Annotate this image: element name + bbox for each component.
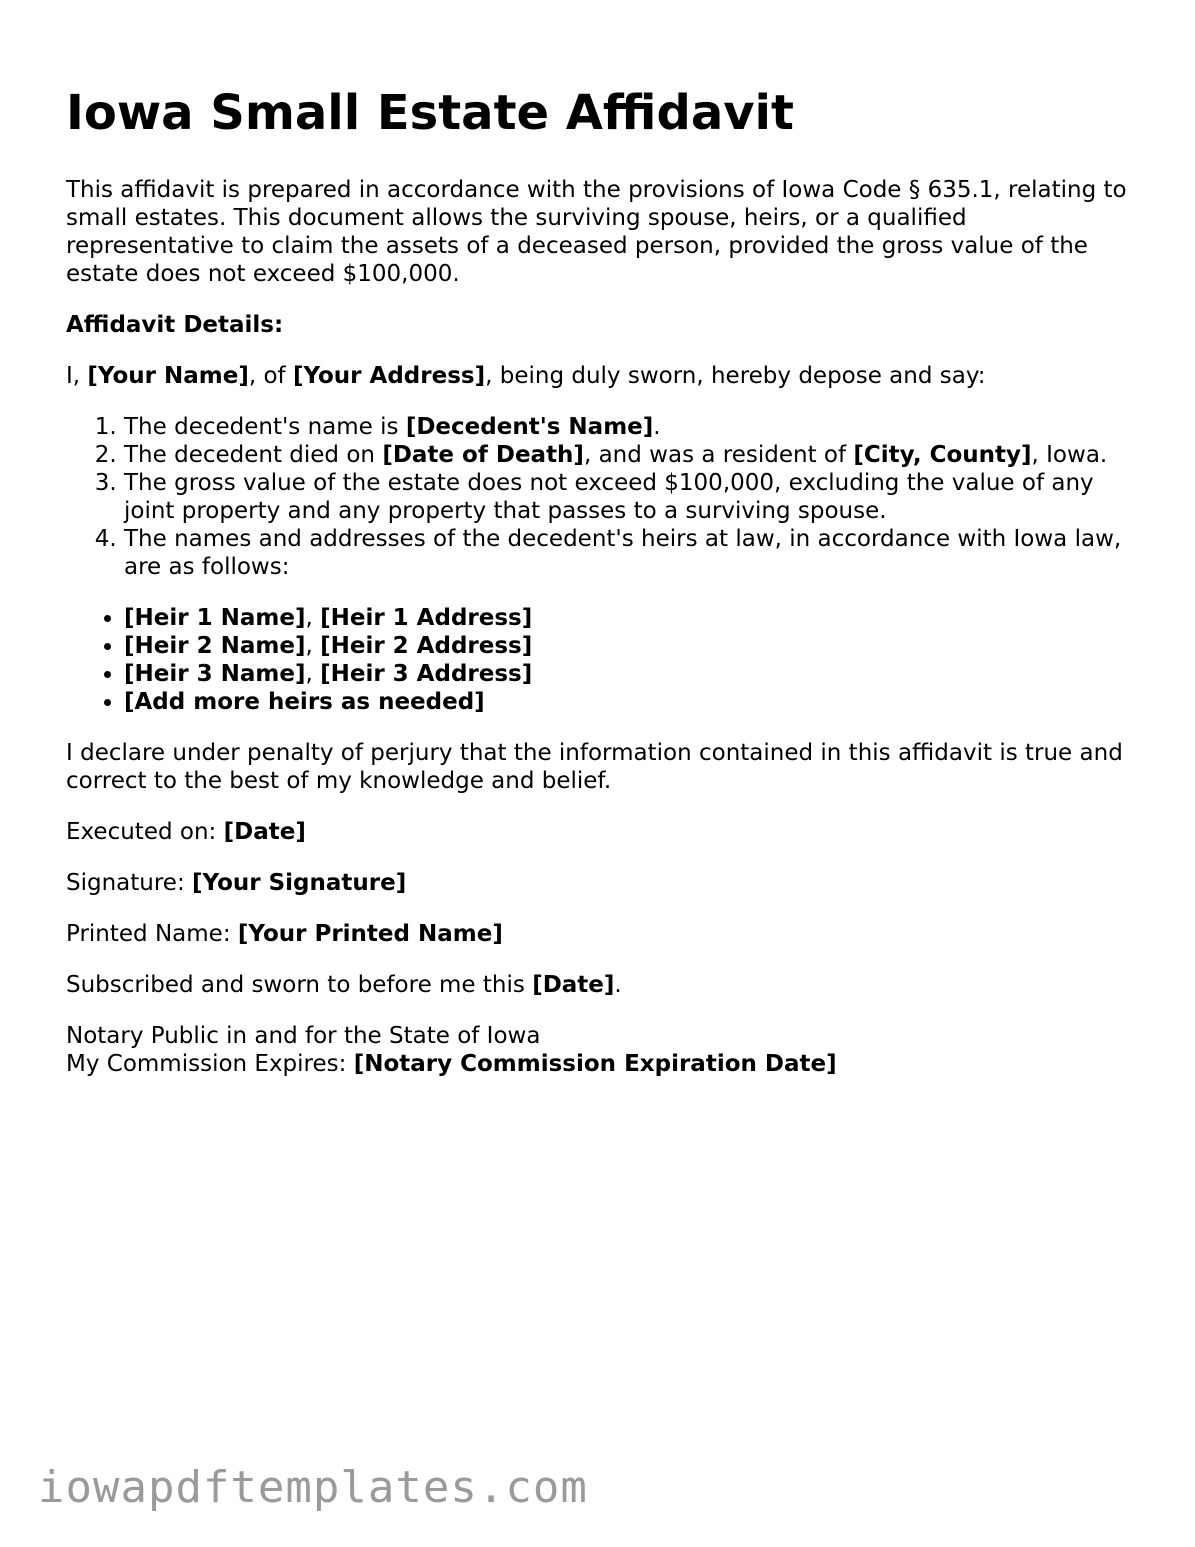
subscribed-date-field: [Date] <box>532 972 615 998</box>
heir-item: • [Heir 1 Name], [Heir 1 Address] <box>124 604 1136 632</box>
your-name-field: [Your Name] <box>87 363 249 389</box>
intro-paragraph: This affidavit is prepared in accordance with the provisions of Iowa Code § 635.1, relating to small estates. This document allows the surviving spouse, heirs, or a qualified representative to claim the assets of a deceased person, provided the gross value of the estate does not exceed $100,000. <box>66 177 1127 287</box>
oath-paragraph: I, [Your Name], of [Your Address], being duly sworn, hereby depose and say: <box>66 363 986 389</box>
printed-name-field: [Your Printed Name] <box>237 921 503 947</box>
heirs-list <box>66 604 1136 716</box>
commission-expiration-field: [Notary Commission Expiration Date] <box>353 1051 837 1077</box>
printed-name-line: Printed Name: [Your Printed Name] <box>66 921 503 947</box>
subscribed-line: Subscribed and sworn to before me this [Date]. <box>66 972 622 998</box>
list-item: 1. The decedent's name is [Decedent's Name]. <box>124 413 1136 441</box>
your-address-field: [Your Address] <box>292 363 486 389</box>
details-heading: Affidavit Details: <box>66 312 284 338</box>
heir-item: • [Add more heirs as needed] <box>124 688 1136 716</box>
decedent-name-field: [Decedent's Name] <box>405 414 654 440</box>
signature-field: [Your Signature] <box>192 870 407 896</box>
notary-block <box>66 1022 1136 1078</box>
heir-item: • [Heir 2 Name], [Heir 2 Address] <box>124 632 1136 660</box>
list-item: 4. The names and addresses of the decedent's heirs at law, in accordance with Iowa law, are as follows: <box>124 525 1136 581</box>
date-of-death-field: [Date of Death] <box>382 442 584 468</box>
statements-list <box>66 413 1136 581</box>
heir-item: • [Heir 3 Name], [Heir 3 Address] <box>124 660 1136 688</box>
executed-date-field: [Date] <box>223 819 306 845</box>
declaration-paragraph: I declare under penalty of perjury that the information contained in this affidavit is true and correct to the best of my knowledge and belief. <box>66 740 1123 794</box>
notary-public-line: Notary Public in and for the State of Iowa <box>66 1023 541 1049</box>
commission-expires-line: My Commission Expires: [Notary Commission Expiration Date] <box>66 1051 837 1077</box>
document-page <box>66 82 1136 1101</box>
watermark: iowapdftemplates.com <box>38 1462 588 1513</box>
city-county-field: [City, County] <box>853 442 1032 468</box>
list-item: 2. The decedent died on [Date of Death], and was a resident of [City, County], Iowa. <box>124 441 1136 469</box>
list-item: 3. The gross value of the estate does not exceed $100,000, excluding the value of any joint property and any property that passes to a surviving spouse. <box>124 469 1136 525</box>
executed-line: Executed on: [Date] <box>66 819 306 845</box>
signature-line: Signature: [Your Signature] <box>66 870 407 896</box>
page-title: Iowa Small Estate Affidavit <box>66 85 794 141</box>
